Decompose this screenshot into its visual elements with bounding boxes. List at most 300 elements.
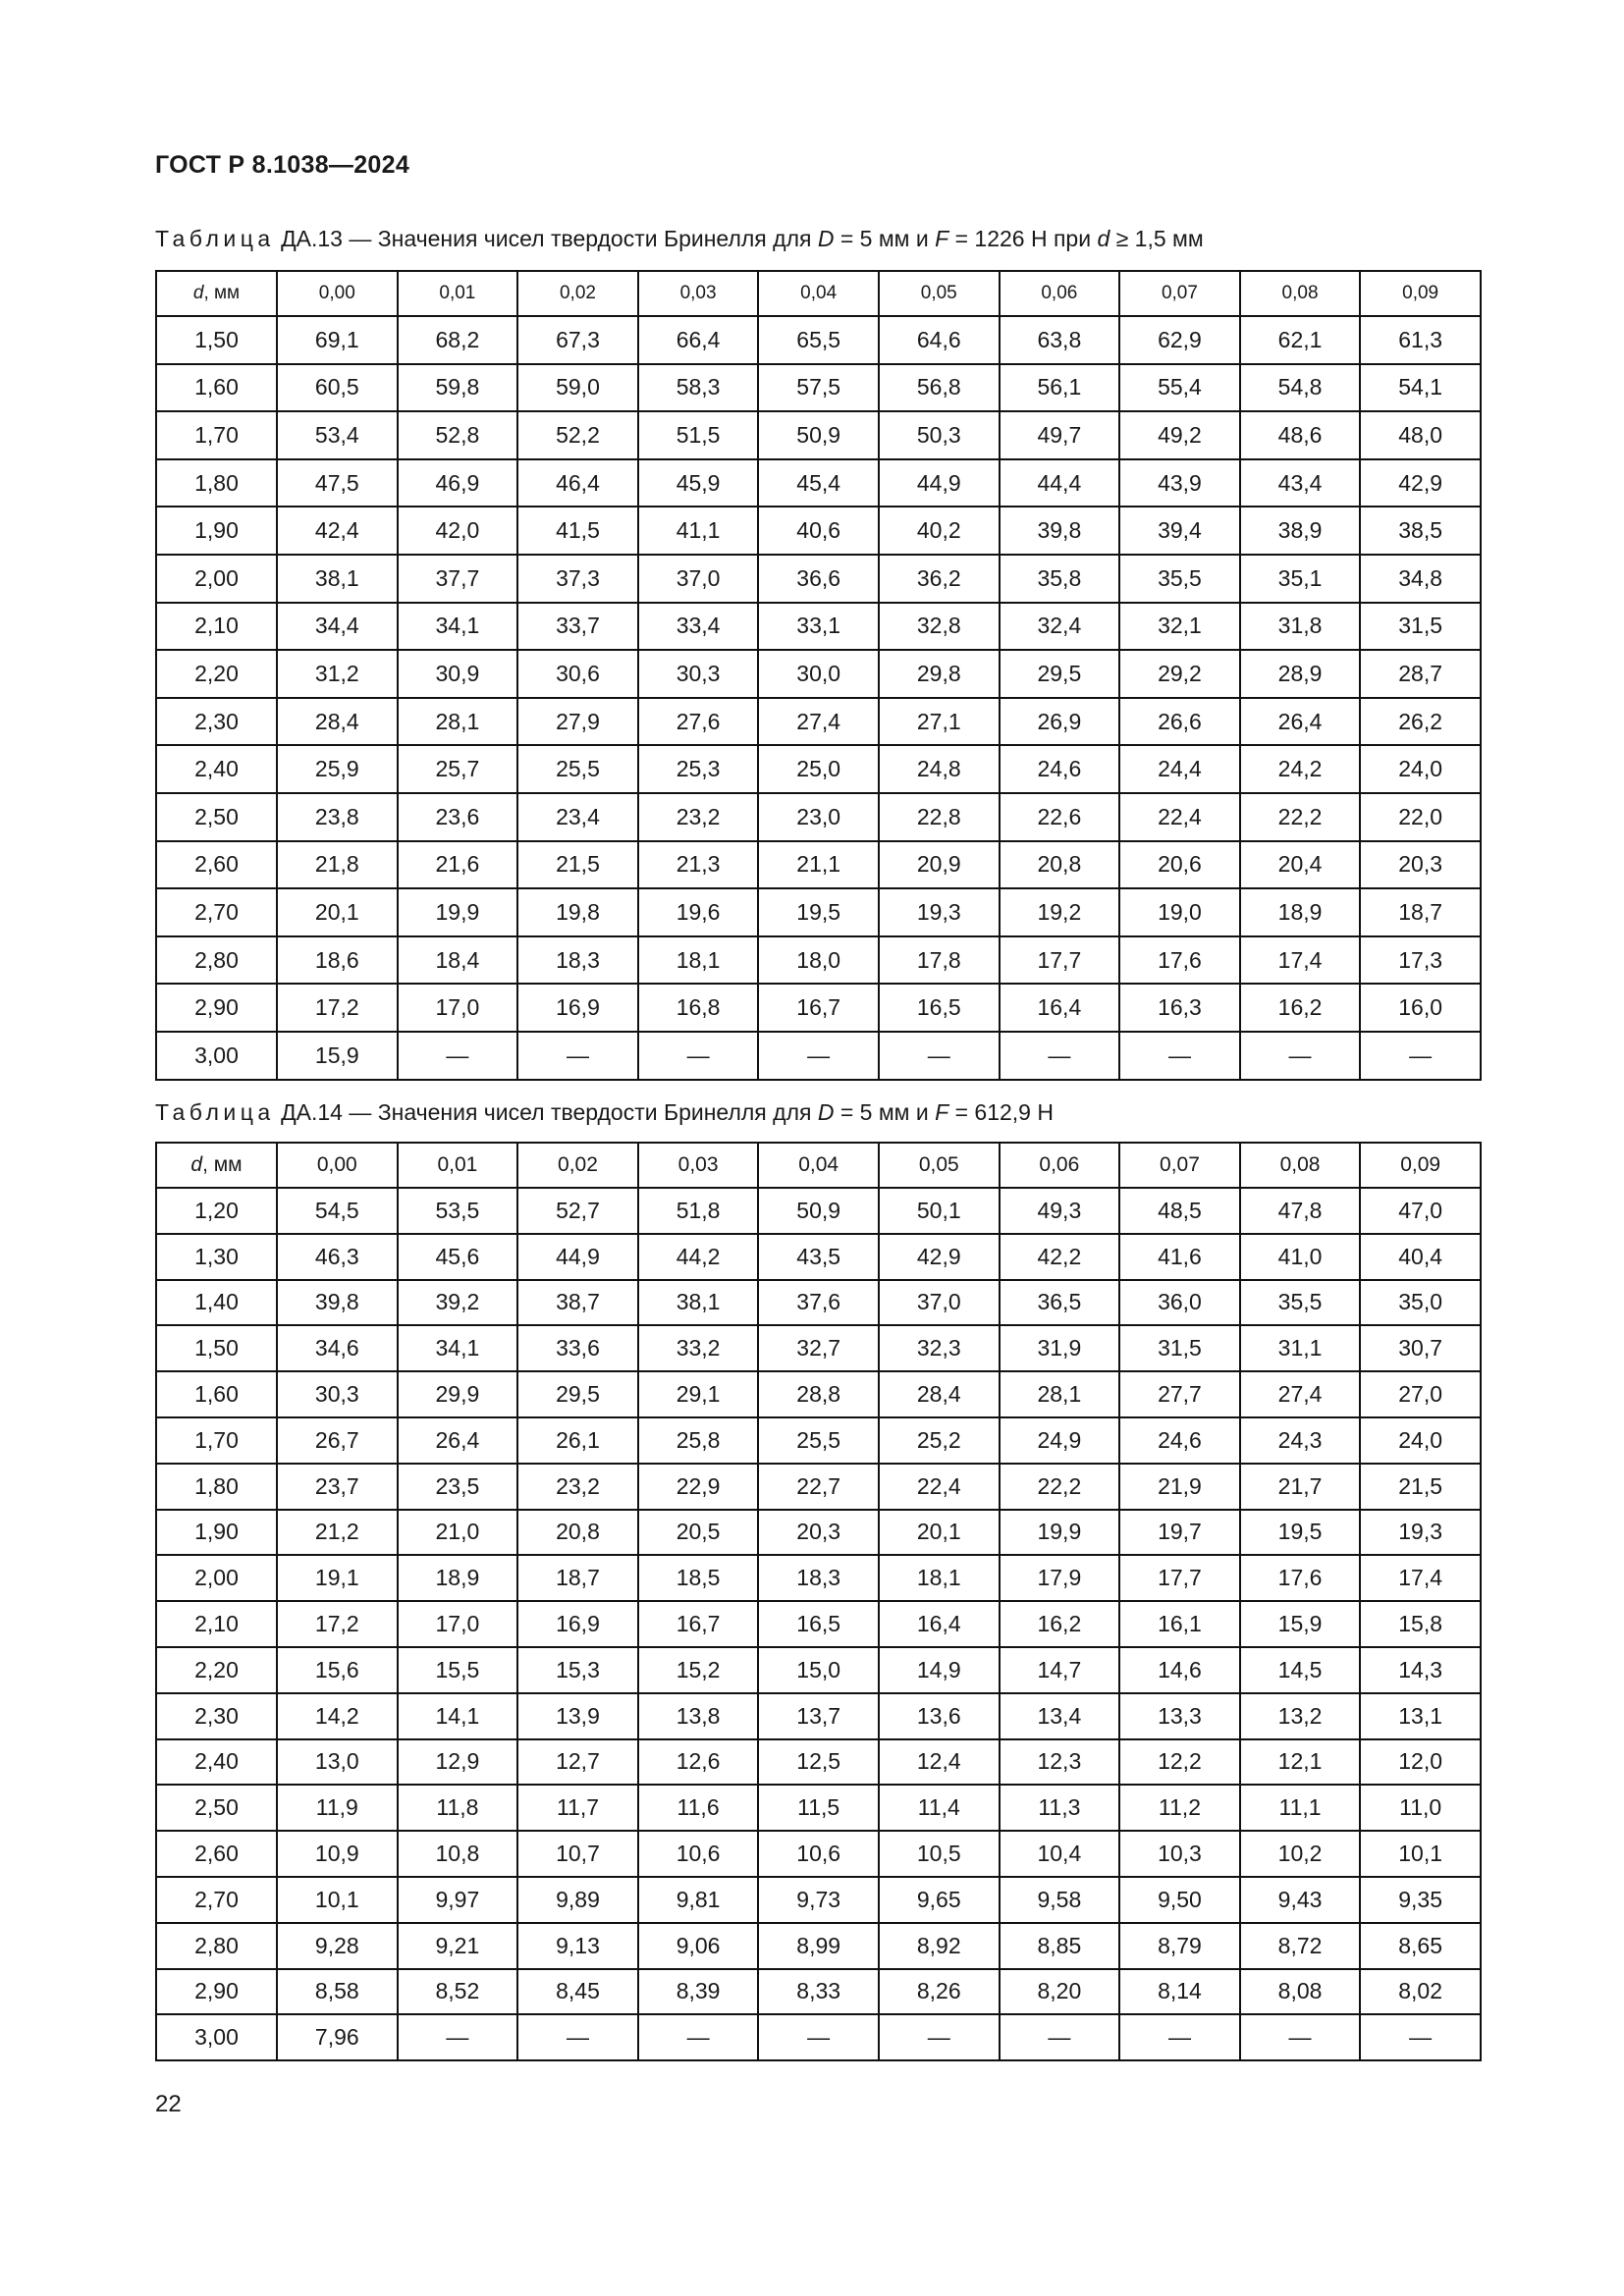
table-cell: 9,43 [1240, 1877, 1361, 1923]
table-cell: 30,3 [638, 650, 759, 698]
table-cell: 30,0 [758, 650, 879, 698]
table-cell: 14,7 [1000, 1647, 1120, 1693]
table-row [156, 650, 1481, 698]
table-cell: 12,5 [758, 1739, 879, 1786]
table-cell: 44,9 [879, 459, 1000, 507]
table-cell: 28,7 [1360, 650, 1481, 698]
table-cell: 57,5 [758, 364, 879, 412]
table-cell: 50,9 [758, 411, 879, 459]
table-cell: 62,9 [1119, 316, 1240, 364]
table-row [156, 936, 1481, 985]
table-cell: 29,5 [517, 1371, 638, 1417]
table-cell: 8,02 [1360, 1969, 1481, 2015]
table-cell: 9,89 [517, 1877, 638, 1923]
table-cell: 24,4 [1119, 745, 1240, 793]
table-cell: 31,5 [1119, 1325, 1240, 1371]
table-cell: 51,5 [638, 411, 759, 459]
table-cell: 52,7 [517, 1188, 638, 1234]
table-row [156, 1693, 1481, 1739]
table-cell: 16,7 [758, 984, 879, 1032]
table-cell: 36,2 [879, 555, 1000, 603]
column-header: 0,02 [517, 1143, 638, 1188]
table-cell: 8,08 [1240, 1969, 1361, 2015]
table-cell: 38,7 [517, 1280, 638, 1326]
table-cell: 8,65 [1360, 1923, 1481, 1969]
table-cell: 48,5 [1119, 1188, 1240, 1234]
table-cell: 19,5 [1240, 1510, 1361, 1556]
table-cell: 11,8 [398, 1785, 518, 1831]
table-row [156, 1739, 1481, 1786]
table-cell: 31,8 [1240, 603, 1361, 651]
table-cell: 24,6 [1000, 745, 1120, 793]
table-cell: 22,7 [758, 1464, 879, 1510]
table-cell: 42,9 [1360, 459, 1481, 507]
table-cell: 17,9 [1000, 1555, 1120, 1601]
table-row [156, 603, 1481, 651]
table-row [156, 1032, 1481, 1080]
table-cell: 24,8 [879, 745, 1000, 793]
table-row [156, 1601, 1481, 1647]
table-cell: 36,6 [758, 555, 879, 603]
table-cell: — [638, 1032, 759, 1080]
table-cell: 20,4 [1240, 841, 1361, 889]
table-cell: 17,2 [277, 984, 398, 1032]
table-cell: 17,4 [1360, 1555, 1481, 1601]
table-cell: 18,7 [1360, 888, 1481, 936]
table-cell: 28,9 [1240, 650, 1361, 698]
caption-text: = 1226 Н при [948, 226, 1098, 251]
table-cell: 10,1 [1360, 1831, 1481, 1877]
table-cell: 17,7 [1119, 1555, 1240, 1601]
table-cell: 20,1 [879, 1510, 1000, 1556]
table-cell: 37,3 [517, 555, 638, 603]
table-cell: 15,9 [1240, 1601, 1361, 1647]
table-cell: 26,2 [1360, 698, 1481, 746]
table-cell: 26,4 [398, 1417, 518, 1464]
table-cell: 27,4 [758, 698, 879, 746]
table-cell: 18,9 [1240, 888, 1361, 936]
table-cell: 29,1 [638, 1371, 759, 1417]
table-cell: 10,6 [758, 1831, 879, 1877]
row-header-cell: 1,50 [156, 1325, 277, 1371]
var-f: F [935, 226, 949, 251]
table-cell: 22,8 [879, 793, 1000, 841]
table-cell: — [638, 2014, 759, 2060]
table-cell: 32,4 [1000, 603, 1120, 651]
table-row [156, 1188, 1481, 1234]
table-row [156, 555, 1481, 603]
table-cell: 17,6 [1119, 936, 1240, 985]
table-cell: 21,5 [517, 841, 638, 889]
table-cell: 24,6 [1119, 1417, 1240, 1464]
table-cell: 8,26 [879, 1969, 1000, 2015]
table-cell: — [398, 1032, 518, 1080]
table-cell: 23,5 [398, 1464, 518, 1510]
table-cell: 15,3 [517, 1647, 638, 1693]
table-cell: 19,7 [1119, 1510, 1240, 1556]
table-cell: 10,9 [277, 1831, 398, 1877]
table-cell: 19,9 [1000, 1510, 1120, 1556]
table-row [156, 1923, 1481, 1969]
table-cell: 18,7 [517, 1555, 638, 1601]
table-cell: 63,8 [1000, 316, 1120, 364]
table-cell: 11,6 [638, 1785, 759, 1831]
table-cell: 28,4 [879, 1371, 1000, 1417]
table-cell: — [1360, 1032, 1481, 1080]
table-cell: — [879, 1032, 1000, 1080]
table-cell: 38,1 [277, 555, 398, 603]
table-cell: 34,8 [1360, 555, 1481, 603]
table-cell: 15,6 [277, 1647, 398, 1693]
table-cell: 34,1 [398, 603, 518, 651]
table-cell: 44,4 [1000, 459, 1120, 507]
table-cell: 25,2 [879, 1417, 1000, 1464]
row-header-cell: 2,20 [156, 650, 277, 698]
table-cell: 43,4 [1240, 459, 1361, 507]
table-cell: 29,9 [398, 1371, 518, 1417]
table-cell: 46,4 [517, 459, 638, 507]
row-header-cell: 1,90 [156, 507, 277, 555]
table-cell: 28,1 [398, 698, 518, 746]
table-cell: 28,4 [277, 698, 398, 746]
row-header-cell: 2,50 [156, 1785, 277, 1831]
table-cell: — [1360, 2014, 1481, 2060]
table-cell: 14,5 [1240, 1647, 1361, 1693]
table-cell: 11,0 [1360, 1785, 1481, 1831]
table-cell: 9,65 [879, 1877, 1000, 1923]
table-cell: 10,8 [398, 1831, 518, 1877]
table-cell: 21,7 [1240, 1464, 1361, 1510]
table-cell: 33,1 [758, 603, 879, 651]
caption-text: ДА.14 — Значения чисел твердости Бринелля для [281, 1099, 818, 1125]
table-cell: 37,0 [638, 555, 759, 603]
table-cell: 30,9 [398, 650, 518, 698]
table-label: Таблица [155, 226, 275, 251]
table-cell: 24,0 [1360, 745, 1481, 793]
row-header-cell: 2,40 [156, 1739, 277, 1786]
table-cell: 10,1 [277, 1877, 398, 1923]
table-cell: 50,3 [879, 411, 1000, 459]
table-cell: 18,9 [398, 1555, 518, 1601]
table-cell: 28,8 [758, 1371, 879, 1417]
row-header-cell: 2,90 [156, 984, 277, 1032]
table-row [156, 411, 1481, 459]
table-cell: 14,3 [1360, 1647, 1481, 1693]
table-cell: 26,7 [277, 1417, 398, 1464]
table-row [156, 1234, 1481, 1280]
table-cell: 45,6 [398, 1234, 518, 1280]
table-cell: 29,2 [1119, 650, 1240, 698]
table-13-caption [155, 226, 1204, 252]
table-cell: 52,8 [398, 411, 518, 459]
table-cell: 29,5 [1000, 650, 1120, 698]
column-header: 0,00 [277, 271, 398, 316]
table-cell: 23,2 [638, 793, 759, 841]
table-row [156, 1785, 1481, 1831]
caption-text: ДА.13 — Значения чисел твердости Бринелля для [281, 226, 818, 251]
table-cell: 58,3 [638, 364, 759, 412]
table-cell: 59,8 [398, 364, 518, 412]
table-cell: 21,6 [398, 841, 518, 889]
table-cell: 41,0 [1240, 1234, 1361, 1280]
row-header-cell: 2,80 [156, 1923, 277, 1969]
table-cell: 18,5 [638, 1555, 759, 1601]
table-cell: 17,0 [398, 984, 518, 1032]
table-cell: 55,4 [1119, 364, 1240, 412]
table-cell: 16,5 [758, 1601, 879, 1647]
table-cell: 29,8 [879, 650, 1000, 698]
table-cell: 11,7 [517, 1785, 638, 1831]
table-row [156, 1417, 1481, 1464]
table-cell: 64,6 [879, 316, 1000, 364]
table-cell: 54,5 [277, 1188, 398, 1234]
var-d-lower: d [190, 1153, 203, 1176]
table-cell: 11,5 [758, 1785, 879, 1831]
var-d-upper: D [817, 1099, 835, 1125]
table-14-caption [155, 1099, 1054, 1126]
table-cell: 34,4 [277, 603, 398, 651]
table-cell: 8,45 [517, 1969, 638, 2015]
table-cell: 8,79 [1119, 1923, 1240, 1969]
table-cell: 25,7 [398, 745, 518, 793]
table-cell: 13,2 [1240, 1693, 1361, 1739]
table-cell: — [517, 1032, 638, 1080]
table-cell: 19,3 [879, 888, 1000, 936]
table-cell: 53,4 [277, 411, 398, 459]
table-cell: 25,3 [638, 745, 759, 793]
table-row [156, 1371, 1481, 1417]
table-cell: 21,1 [758, 841, 879, 889]
table-cell: 20,3 [758, 1510, 879, 1556]
table-row [156, 1510, 1481, 1556]
table-header-row [156, 271, 1481, 316]
table-cell: — [879, 2014, 1000, 2060]
row-header-cell: 2,60 [156, 841, 277, 889]
table-cell: 12,2 [1119, 1739, 1240, 1786]
table-row [156, 364, 1481, 412]
row-header-cell: 1,60 [156, 364, 277, 412]
column-header-d [156, 1143, 277, 1188]
row-header-cell: 2,10 [156, 603, 277, 651]
table-cell: 22,0 [1360, 793, 1481, 841]
table-row [156, 1555, 1481, 1601]
table-cell: 31,2 [277, 650, 398, 698]
table-cell: 16,4 [1000, 984, 1120, 1032]
table-cell: 21,8 [277, 841, 398, 889]
table-cell: 35,1 [1240, 555, 1361, 603]
table-row [156, 1969, 1481, 2015]
row-header-cell: 2,00 [156, 555, 277, 603]
table-cell: 13,9 [517, 1693, 638, 1739]
table-row [156, 507, 1481, 555]
table-cell: 11,9 [277, 1785, 398, 1831]
var-d-upper: D [817, 226, 835, 251]
document-header: ГОСТ Р 8.1038—2024 [155, 151, 410, 179]
table-cell: 42,4 [277, 507, 398, 555]
table-cell: 35,5 [1119, 555, 1240, 603]
row-header-cell: 2,00 [156, 1555, 277, 1601]
table-cell: 56,8 [879, 364, 1000, 412]
table-cell: 12,6 [638, 1739, 759, 1786]
table-cell: 23,7 [277, 1464, 398, 1510]
table-cell: 16,2 [1240, 984, 1361, 1032]
row-header-cell: 1,40 [156, 1280, 277, 1326]
column-header: 0,04 [758, 1143, 879, 1188]
table-cell: 19,6 [638, 888, 759, 936]
table-cell: — [517, 2014, 638, 2060]
hardness-table-14 [155, 1142, 1482, 2061]
row-header-cell: 1,70 [156, 1417, 277, 1464]
table-cell: 30,3 [277, 1371, 398, 1417]
table-cell: 10,7 [517, 1831, 638, 1877]
table-cell: 16,2 [1000, 1601, 1120, 1647]
table-row [156, 2014, 1481, 2060]
table-cell: 22,4 [879, 1464, 1000, 1510]
column-header: 0,05 [879, 271, 1000, 316]
table-cell: 26,1 [517, 1417, 638, 1464]
row-header-cell: 2,90 [156, 1969, 277, 2015]
table-cell: 47,5 [277, 459, 398, 507]
row-header-cell: 2,70 [156, 1877, 277, 1923]
table-row [156, 1464, 1481, 1510]
unit-label: , мм [202, 1153, 243, 1176]
table-cell: 32,1 [1119, 603, 1240, 651]
table-cell: 19,5 [758, 888, 879, 936]
table-cell: 16,1 [1119, 1601, 1240, 1647]
table-cell: 40,4 [1360, 1234, 1481, 1280]
table-cell: 69,1 [277, 316, 398, 364]
table-cell: 18,4 [398, 936, 518, 985]
unit-label: , мм [203, 283, 241, 303]
table-cell: 12,9 [398, 1739, 518, 1786]
table-cell: 24,0 [1360, 1417, 1481, 1464]
row-header-cell: 1,60 [156, 1371, 277, 1417]
table-cell: 46,9 [398, 459, 518, 507]
table-cell: 33,7 [517, 603, 638, 651]
table-cell: 9,97 [398, 1877, 518, 1923]
table-cell: 45,4 [758, 459, 879, 507]
table-cell: 13,0 [277, 1739, 398, 1786]
row-header-cell: 1,50 [156, 316, 277, 364]
row-header-cell: 2,10 [156, 1601, 277, 1647]
table-cell: 24,3 [1240, 1417, 1361, 1464]
table-cell: 39,2 [398, 1280, 518, 1326]
table-cell: 27,0 [1360, 1371, 1481, 1417]
table-cell: 8,92 [879, 1923, 1000, 1969]
row-header-cell: 2,60 [156, 1831, 277, 1877]
caption-text: = 5 мм и [834, 226, 936, 251]
row-header-cell: 2,30 [156, 698, 277, 746]
table-cell: 36,0 [1119, 1280, 1240, 1326]
column-header: 0,01 [398, 1143, 518, 1188]
table-cell: 8,99 [758, 1923, 879, 1969]
table-cell: 14,6 [1119, 1647, 1240, 1693]
table-row [156, 1325, 1481, 1371]
table-header-row [156, 1143, 1481, 1188]
table-cell: 25,8 [638, 1417, 759, 1464]
table-row [156, 1647, 1481, 1693]
table-cell: 9,73 [758, 1877, 879, 1923]
column-header-d [156, 271, 277, 316]
table-cell: 8,52 [398, 1969, 518, 2015]
table-cell: 8,85 [1000, 1923, 1120, 1969]
table-cell: 22,6 [1000, 793, 1120, 841]
column-header: 0,01 [398, 271, 518, 316]
table-cell: 67,3 [517, 316, 638, 364]
table-cell: 41,1 [638, 507, 759, 555]
table-cell: 17,3 [1360, 936, 1481, 985]
table-cell: 16,7 [638, 1601, 759, 1647]
table-cell: 46,3 [277, 1234, 398, 1280]
table-cell: 8,20 [1000, 1969, 1120, 2015]
table-cell: 27,6 [638, 698, 759, 746]
column-header: 0,09 [1360, 1143, 1481, 1188]
column-header: 0,02 [517, 271, 638, 316]
row-header-cell: 2,70 [156, 888, 277, 936]
table-cell: 16,3 [1119, 984, 1240, 1032]
table-cell: 39,4 [1119, 507, 1240, 555]
table-cell: 8,14 [1119, 1969, 1240, 2015]
table-cell: 35,0 [1360, 1280, 1481, 1326]
table-cell: 32,8 [879, 603, 1000, 651]
caption-text: = 5 мм и [834, 1099, 936, 1125]
table-cell: 11,3 [1000, 1785, 1120, 1831]
table-cell: 20,9 [879, 841, 1000, 889]
table-cell: 27,4 [1240, 1371, 1361, 1417]
table-cell: — [1119, 2014, 1240, 2060]
table-row [156, 888, 1481, 936]
table-row [156, 1280, 1481, 1326]
table-cell: 10,6 [638, 1831, 759, 1877]
table-cell: 21,9 [1119, 1464, 1240, 1510]
row-header-cell: 1,30 [156, 1234, 277, 1280]
table-cell: 16,9 [517, 984, 638, 1032]
table-cell: 49,2 [1119, 411, 1240, 459]
table-cell: 14,2 [277, 1693, 398, 1739]
table-cell: — [1119, 1032, 1240, 1080]
row-header-cell: 3,00 [156, 1032, 277, 1080]
table-cell: 10,2 [1240, 1831, 1361, 1877]
table-cell: 11,1 [1240, 1785, 1361, 1831]
table-cell: 10,3 [1119, 1831, 1240, 1877]
row-header-cell: 1,80 [156, 459, 277, 507]
table-cell: 51,8 [638, 1188, 759, 1234]
table-cell: 35,8 [1000, 555, 1120, 603]
table-cell: 22,2 [1240, 793, 1361, 841]
table-cell: 25,9 [277, 745, 398, 793]
table-cell: 52,2 [517, 411, 638, 459]
table-cell: 17,2 [277, 1601, 398, 1647]
table-cell: — [758, 1032, 879, 1080]
table-cell: 17,7 [1000, 936, 1120, 985]
table-row [156, 316, 1481, 364]
table-row [156, 745, 1481, 793]
table-cell: 37,0 [879, 1280, 1000, 1326]
table-cell: 20,1 [277, 888, 398, 936]
table-cell: 19,0 [1119, 888, 1240, 936]
table-cell: 18,0 [758, 936, 879, 985]
table-cell: 30,6 [517, 650, 638, 698]
table-cell: 9,50 [1119, 1877, 1240, 1923]
table-cell: 18,1 [879, 1555, 1000, 1601]
table-cell: 18,3 [758, 1555, 879, 1601]
table-cell: 59,0 [517, 364, 638, 412]
table-cell: 21,0 [398, 1510, 518, 1556]
table-cell: 17,8 [879, 936, 1000, 985]
table-cell: 36,5 [1000, 1280, 1120, 1326]
table-cell: 28,1 [1000, 1371, 1120, 1417]
table-cell: 12,4 [879, 1739, 1000, 1786]
